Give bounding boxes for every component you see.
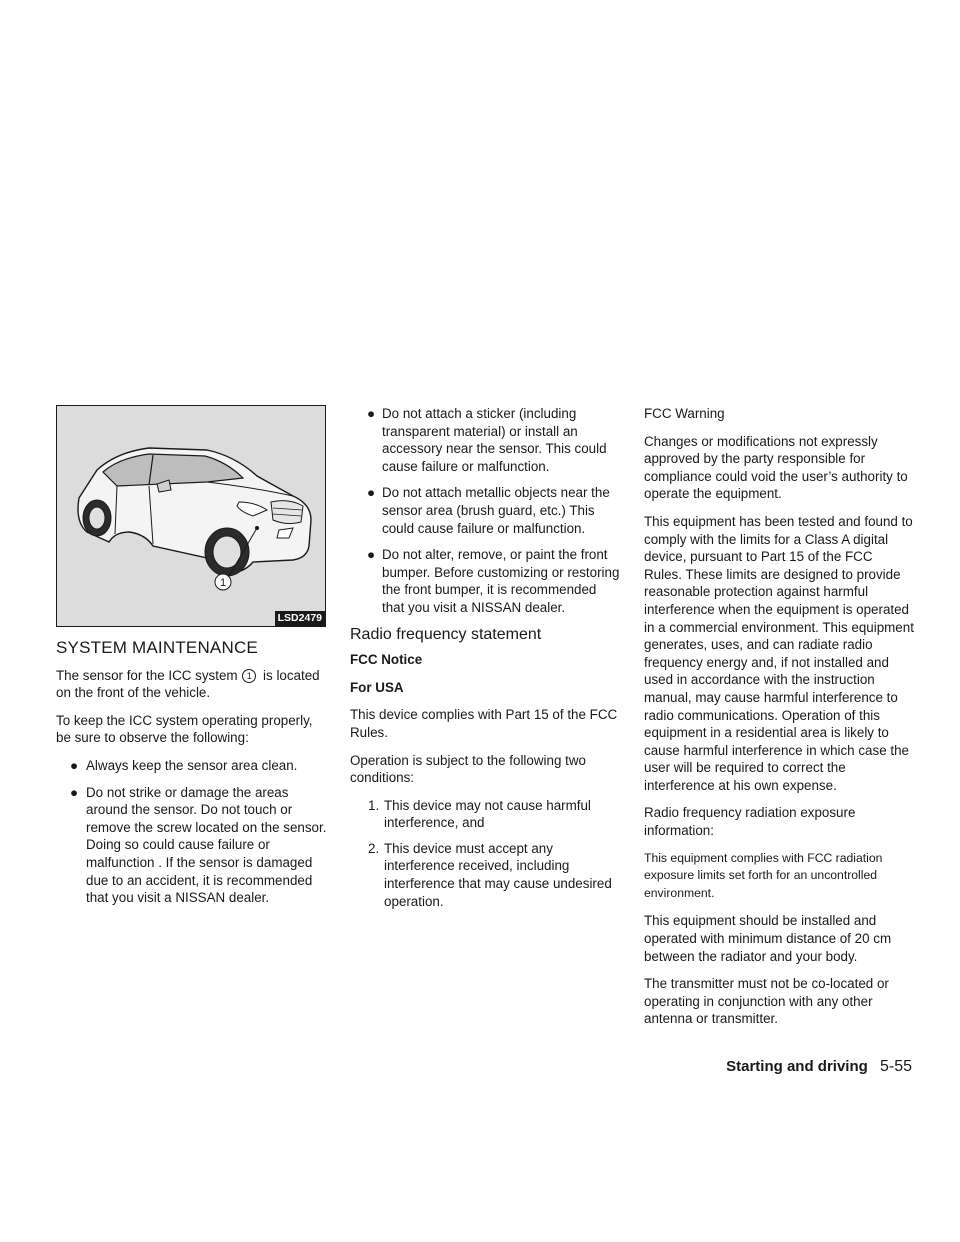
- paragraph-exposure-limits: This equipment complies with FCC radiation exposure limits set forth for an uncontrolled environment.: [644, 850, 883, 900]
- paragraph-conditions: Operation is subject to the following two conditions:: [350, 752, 586, 786]
- paragraph-observe: To keep the ICC system operating properly, be sure to observe the following:: [56, 712, 313, 746]
- bullet-text: Do not alter, remove, or paint the front bumper. Before customizing or restoring the front bumper, it is recommended that you visit a NISSAN dealer.: [382, 547, 620, 615]
- list-text: This device must accept any interference received, including interference that may cause undesired operation.: [384, 840, 612, 909]
- bullet-text: Always keep the sensor area clean.: [86, 757, 298, 773]
- list-item: [350, 797, 622, 832]
- list-text: This device may not cause harmful interference, and: [384, 797, 591, 831]
- paragraph-distance: This equipment should be installed and operated with minimum distance of 20 cm between the radiator and your body.: [644, 913, 892, 964]
- for-usa-heading: For USA: [350, 679, 404, 695]
- column-2: [350, 405, 622, 918]
- column-3: [644, 405, 914, 1038]
- footer-section-title: Starting and driving: [726, 1058, 868, 1075]
- list-item: [350, 546, 622, 616]
- bullet-icon: ●: [70, 784, 79, 800]
- list-item: [350, 405, 622, 475]
- bullet-text: Do not attach metallic objects near the sensor area (brush guard, etc.) This could cause failure or malfunction.: [382, 485, 610, 536]
- bullet-text: Do not strike or damage the areas around the sensor. Do not touch or remove the screw located on the sensor. Doing so could cause failure or malfunction . If the sensor is damaged due to an accident, it is recommended that you visit a NISSAN dealer.: [86, 784, 327, 906]
- bullet-icon: ●: [367, 406, 376, 421]
- bullet-icon: ●: [367, 485, 376, 501]
- car-sensor-illustration: [56, 405, 326, 627]
- bullet-icon: ●: [367, 547, 376, 563]
- paragraph-exposure-info: Radio frequency radiation exposure information:: [644, 805, 856, 839]
- list-item: [56, 757, 328, 775]
- bullet-text: Do not attach a sticker (including transparent material) or install an accessory near the sensor. This could cause failure or malfunction.: [382, 406, 607, 474]
- list-item: [350, 840, 622, 910]
- car-drawing: [57, 406, 325, 626]
- paragraph-colocated: The transmitter must not be co-located or operating in conjunction with any other antenna or transmitter.: [644, 976, 889, 1027]
- fcc-warning-title: FCC Warning: [644, 406, 725, 421]
- list-item: [350, 484, 622, 537]
- list-number: 1.: [368, 797, 380, 813]
- callout-number-icon: 1: [242, 669, 256, 683]
- section-heading-maintenance: SYSTEM MAINTENANCE: [56, 638, 258, 657]
- paragraph-complies: This device complies with Part 15 of the FCC Rules.: [350, 707, 618, 740]
- figure-code: LSD2479: [275, 611, 325, 626]
- page-footer: [726, 1058, 912, 1076]
- figure-callout-number: 1: [219, 577, 227, 589]
- fcc-notice-heading: FCC Notice: [350, 652, 423, 668]
- page-number: 5-55: [879, 1058, 912, 1075]
- subsection-heading-radio: Radio frequency statement: [350, 625, 542, 643]
- column-1: [56, 405, 328, 916]
- paragraph-sensor-location: [56, 667, 328, 702]
- sensor-text-before: The sensor for the ICC system: [56, 667, 238, 683]
- bullet-icon: ●: [70, 757, 79, 773]
- sensor-text-after: is located on the front of the vehicle.: [56, 667, 320, 701]
- paragraph-tested: This equipment has been tested and found to comply with the limits for a Class A digital device, pursuant to Part 15 of the FCC Rules. These limits are designed to provide reasonable protection against harmful interference when the equipment is operated in a commercial environment. This equipment generates, uses, and can radiate radio frequency energy and, if not installed and used in accordance with the instruction manual, may cause harmful interference to radio communications. Operation of this equipment in a residential area is likely to cause harmful interference in which case the user will be required to correct the interference at his own expense.: [644, 513, 914, 793]
- list-number: 2.: [368, 840, 380, 856]
- paragraph-changes: Changes or modifications not expressly approved by the party responsible for compliance could void the user’s authority to operate the equipment.: [644, 433, 908, 502]
- list-item: [56, 784, 328, 907]
